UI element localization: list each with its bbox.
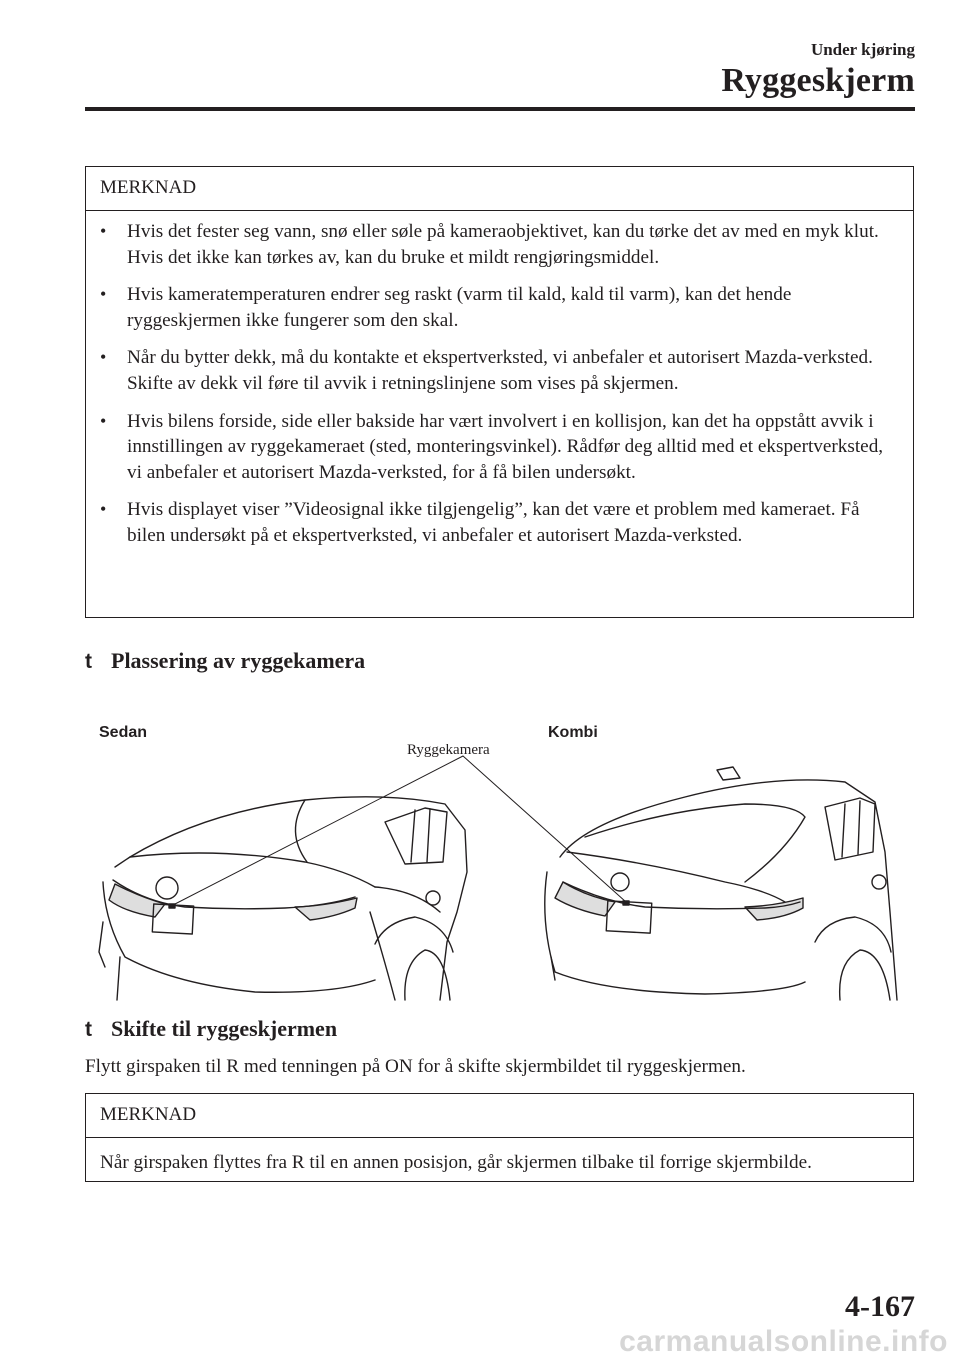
section-heading-text: Skifte til ryggeskjermen xyxy=(111,1016,338,1041)
list-item-text: Hvis det fester seg vann, snø eller søle på kameraobjektivet, kan du tørke det av med en myk klut. Hvis det ikke kan tørkes av, kan du bruke et mildt rengjøringsmiddel. xyxy=(127,221,879,268)
section-heading-text: Plassering av ryggekamera xyxy=(111,648,366,673)
note-heading: MERKNAD xyxy=(86,1094,913,1138)
bullet-icon: • xyxy=(100,347,107,368)
car-illustration xyxy=(85,712,915,1012)
bullet-icon: • xyxy=(100,499,107,520)
note-box-1 xyxy=(85,166,914,618)
list-item xyxy=(100,409,899,486)
kombi-label: Kombi xyxy=(548,724,598,741)
note-heading: MERKNAD xyxy=(86,167,913,211)
list-item xyxy=(100,282,899,333)
section-heading-switch-screen xyxy=(85,1016,337,1042)
list-item-text: Hvis bilens forside, side eller bakside har vært involvert i en kollisjon, kan det ha oppstått avvik i innstillingen av ryggekameraet (sted, monteringsvinkel). Rådfør deg alltid med et ekspertverksted, vi anbefaler et autorisert Mazda-verksted, for å få bilen undersøkt. xyxy=(127,410,884,483)
list-item xyxy=(100,497,899,548)
note-body: Når girspaken flyttes fra R til en annen posisjon, går skjermen tilbake til forrige skjermbilde. xyxy=(100,1152,812,1173)
list-item-text: Når du bytter dekk, må du kontakte et ekspertverksted, vi anbefaler et autorisert Mazda-verksted. Skifte av dekk vil føre til avvik i retningslinjene som vises på skjermen. xyxy=(127,347,873,394)
note-box-2 xyxy=(85,1093,914,1182)
bullet-icon: • xyxy=(100,284,107,305)
kombi-illustration xyxy=(545,767,897,1000)
watermark: carmanualsonline.info xyxy=(619,1325,948,1358)
callout-label: Ryggekamera xyxy=(407,742,490,758)
bullet-icon: • xyxy=(100,221,107,241)
list-item xyxy=(100,345,899,396)
page-number: 4-167 xyxy=(845,1290,915,1323)
section-marker-icon: t xyxy=(85,1018,92,1041)
header-divider xyxy=(85,107,915,111)
page-title: Ryggeskjerm xyxy=(721,62,915,99)
body-paragraph: Flytt girspaken til R med tenningen på ON for å skifte skjermbildet til ryggeskjermen. xyxy=(85,1056,746,1077)
bullet-icon: • xyxy=(100,410,107,431)
list-item xyxy=(100,219,899,270)
sedan-illustration xyxy=(99,797,467,1000)
note-list xyxy=(86,211,913,567)
section-marker-icon: t xyxy=(85,650,92,673)
list-item-text: Hvis displayet viser ”Videosignal ikke tilgjengelig”, kan det være et problem med kameraet. Få bilen undersøkt på et ekspertverksted, vi anbefaler et autorisert Mazda-verksted. xyxy=(127,499,860,546)
chapter-label: Under kjøring xyxy=(810,40,915,59)
list-item-text: Hvis kameratemperaturen endrer seg raskt (varm til kald, kald til varm), kan det hende ryggeskjermen ikke fungerer som den skal. xyxy=(127,284,792,331)
camera-location-figure xyxy=(85,712,915,1012)
sedan-label: Sedan xyxy=(99,724,148,741)
section-heading-camera-location xyxy=(85,648,365,674)
